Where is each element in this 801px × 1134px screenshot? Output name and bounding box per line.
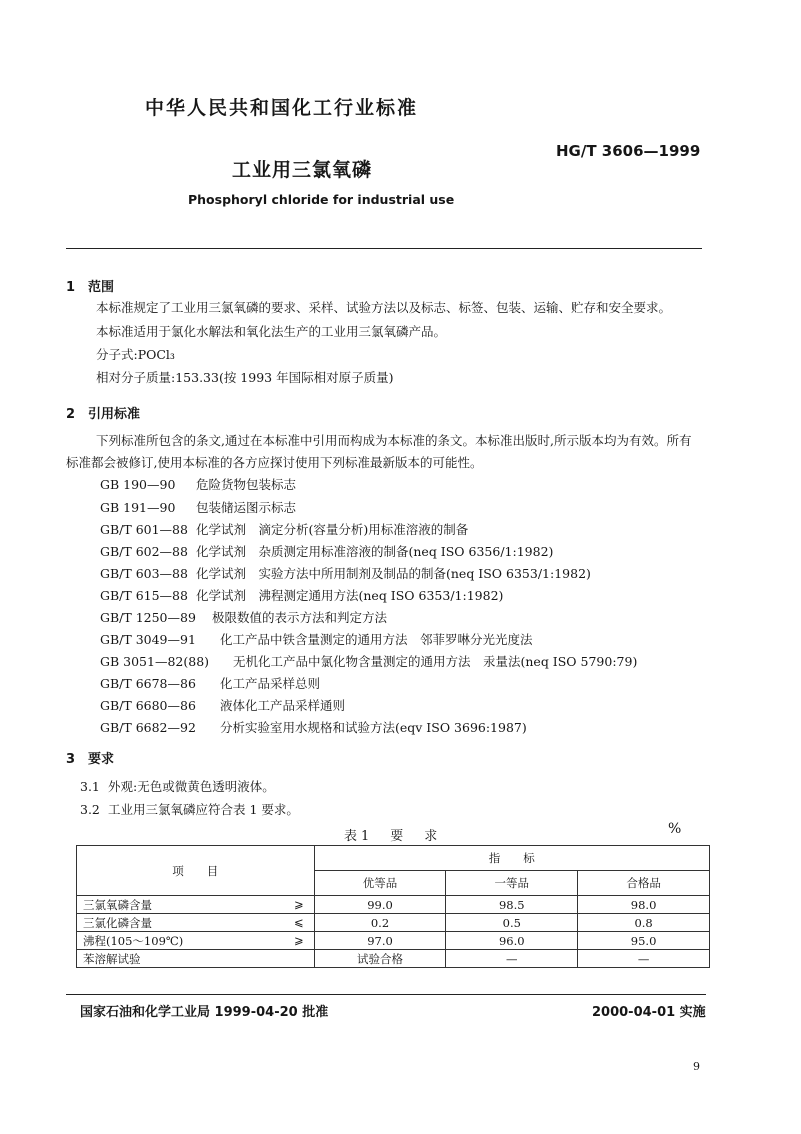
reference-code: GB 191—90 xyxy=(100,500,176,515)
section-1-paragraph: 本标准规定了工业用三氯氧磷的要求、采样、试验方法以及标志、标签、包装、运输、贮存和安全要求。 xyxy=(96,300,672,315)
reference-title: 极限数值的表示方法和判定方法 xyxy=(212,610,388,625)
cell-value: 98.5 xyxy=(446,896,578,914)
reference-item xyxy=(100,608,387,626)
cell-value: 96.0 xyxy=(446,932,578,950)
reference-code: GB 190—90 xyxy=(100,477,176,492)
requirement-number: 3.1 xyxy=(80,779,100,794)
cell-value: 0.8 xyxy=(578,914,710,932)
table-row xyxy=(77,950,710,968)
effective-date: 2000-04-01 实施 xyxy=(592,1005,706,1020)
comparison-symbol: ⩽ xyxy=(293,914,304,929)
cell-value: — xyxy=(578,950,710,968)
reference-code: GB/T 601—88 xyxy=(100,522,188,537)
grade-header: 一等品 xyxy=(446,871,578,896)
table-unit: % xyxy=(668,821,682,837)
title-english: Phosphoryl chloride for industrial use xyxy=(188,192,455,207)
requirement-text: 外观:无色或微黄色透明液体。 xyxy=(108,779,275,794)
section-number: 1 xyxy=(66,280,76,295)
section-3-heading xyxy=(66,748,114,767)
row-item: 苯溶解试验 xyxy=(83,951,141,966)
requirement-item xyxy=(80,777,275,795)
row-item: 沸程(105～109℃) xyxy=(83,933,184,948)
reference-code: GB/T 6678—86 xyxy=(100,676,196,691)
cell-value: 99.0 xyxy=(314,896,446,914)
section-number: 2 xyxy=(66,407,76,422)
reference-item xyxy=(100,475,296,493)
reference-title: 化工产品采样总则 xyxy=(220,676,321,691)
molecular-mass: 相对分子质量:153.33(按 1993 年国际相对原子质量) xyxy=(96,370,394,385)
title-chinese: 工业用三氯氧磷 xyxy=(232,159,373,181)
section-1-heading xyxy=(66,276,114,295)
molecular-formula: 分子式:POCl₃ xyxy=(96,347,175,362)
cell-value: 试验合格 xyxy=(314,950,446,968)
requirement-item xyxy=(80,800,299,818)
reference-code: GB/T 1250—89 xyxy=(100,610,196,625)
reference-title: 化学试剂 杂质测定用标准溶液的制备(neq ISO 6356/1:1982) xyxy=(196,544,554,559)
reference-code: GB 3051—82(88) xyxy=(100,654,210,669)
reference-item xyxy=(100,498,296,516)
section-title: 范围 xyxy=(88,280,115,295)
section-title: 要求 xyxy=(88,752,115,767)
row-item-cell xyxy=(77,914,315,932)
reference-code: GB/T 615—88 xyxy=(100,588,188,603)
reference-title: 化学试剂 滴定分析(容量分析)用标准溶液的制备 xyxy=(196,522,469,537)
reference-item xyxy=(100,652,637,670)
reference-title: 化学试剂 沸程测定通用方法(neq ISO 6353/1:1982) xyxy=(196,588,504,603)
reference-code: GB/T 3049—91 xyxy=(100,632,196,647)
page-number: 9 xyxy=(693,1060,700,1073)
cell-value: 0.5 xyxy=(446,914,578,932)
section-title: 引用标准 xyxy=(88,407,141,422)
requirements-table xyxy=(76,845,710,968)
standard-type: 中华人民共和国化工行业标准 xyxy=(145,97,419,119)
reference-code: GB/T 603—88 xyxy=(100,566,188,581)
comparison-symbol: ⩾ xyxy=(293,932,304,947)
cell-value: 0.2 xyxy=(314,914,446,932)
reference-item xyxy=(100,718,527,736)
comparison-symbol: ⩾ xyxy=(293,896,304,911)
row-item-cell xyxy=(77,932,315,950)
doc-number: HG/T 3606—1999 xyxy=(556,142,701,160)
reference-item xyxy=(100,674,320,692)
reference-title: 危险货物包装标志 xyxy=(196,477,297,492)
row-item: 三氯化磷含量 xyxy=(83,915,152,930)
row-item-cell xyxy=(77,896,315,914)
grade-header: 合格品 xyxy=(578,871,710,896)
reference-title: 无机化工产品中氯化物含量测定的通用方法 汞量法(neq ISO 5790:79) xyxy=(233,654,638,669)
row-item: 三氯氧磷含量 xyxy=(83,897,152,912)
requirement-number: 3.2 xyxy=(80,802,100,817)
reference-title: 化工产品中铁含量测定的通用方法 邻菲罗啉分光光度法 xyxy=(220,632,533,647)
section-2-heading xyxy=(66,403,140,422)
reference-title: 液体化工产品采样通则 xyxy=(220,698,346,713)
header-item: 项 目 xyxy=(77,846,315,896)
cell-value: — xyxy=(446,950,578,968)
table-row xyxy=(77,914,710,932)
cell-value: 97.0 xyxy=(314,932,446,950)
table-row xyxy=(77,932,710,950)
reference-title: 分析实验室用水规格和试验方法(eqv ISO 3696:1987) xyxy=(220,720,527,735)
header-rule xyxy=(66,248,702,249)
reference-title: 包装储运图示标志 xyxy=(196,500,297,515)
table-caption: 表1 要 求 xyxy=(344,829,442,844)
cell-value: 95.0 xyxy=(578,932,710,950)
section-2-intro: 下列标准所包含的条文,通过在本标准中引用而构成为本标准的条文。本标准出版时,所示版本均为有效。所有标准都会被修订,使用本标准的各方应探讨使用下列标准最新版本的可能性。 xyxy=(66,433,692,470)
row-item-cell xyxy=(77,950,315,968)
section-1-paragraph: 本标准适用于氯化水解法和氧化法生产的工业用三氯氧磷产品。 xyxy=(96,324,447,339)
reference-title: 化学试剂 实验方法中所用制剂及制品的制备(neq ISO 6353/1:1982) xyxy=(196,566,591,581)
reference-item xyxy=(100,630,533,648)
section-number: 3 xyxy=(66,752,76,767)
cell-value: 98.0 xyxy=(578,896,710,914)
footer-rule xyxy=(66,994,706,995)
reference-item xyxy=(100,696,345,714)
grade-header: 优等品 xyxy=(314,871,446,896)
reference-code: GB/T 6680—86 xyxy=(100,698,196,713)
table-row xyxy=(77,896,710,914)
approval-line: 国家石油和化学工业局 1999-04-20 批准 xyxy=(80,1005,329,1020)
header-index: 指 标 xyxy=(314,846,709,871)
reference-code: GB/T 6682—92 xyxy=(100,720,196,735)
reference-item xyxy=(100,564,591,582)
reference-item xyxy=(100,542,553,560)
reference-code: GB/T 602—88 xyxy=(100,544,188,559)
requirement-text: 工业用三氯氧磷应符合表 1 要求。 xyxy=(108,802,299,817)
reference-item xyxy=(100,586,503,604)
reference-item xyxy=(100,520,468,538)
